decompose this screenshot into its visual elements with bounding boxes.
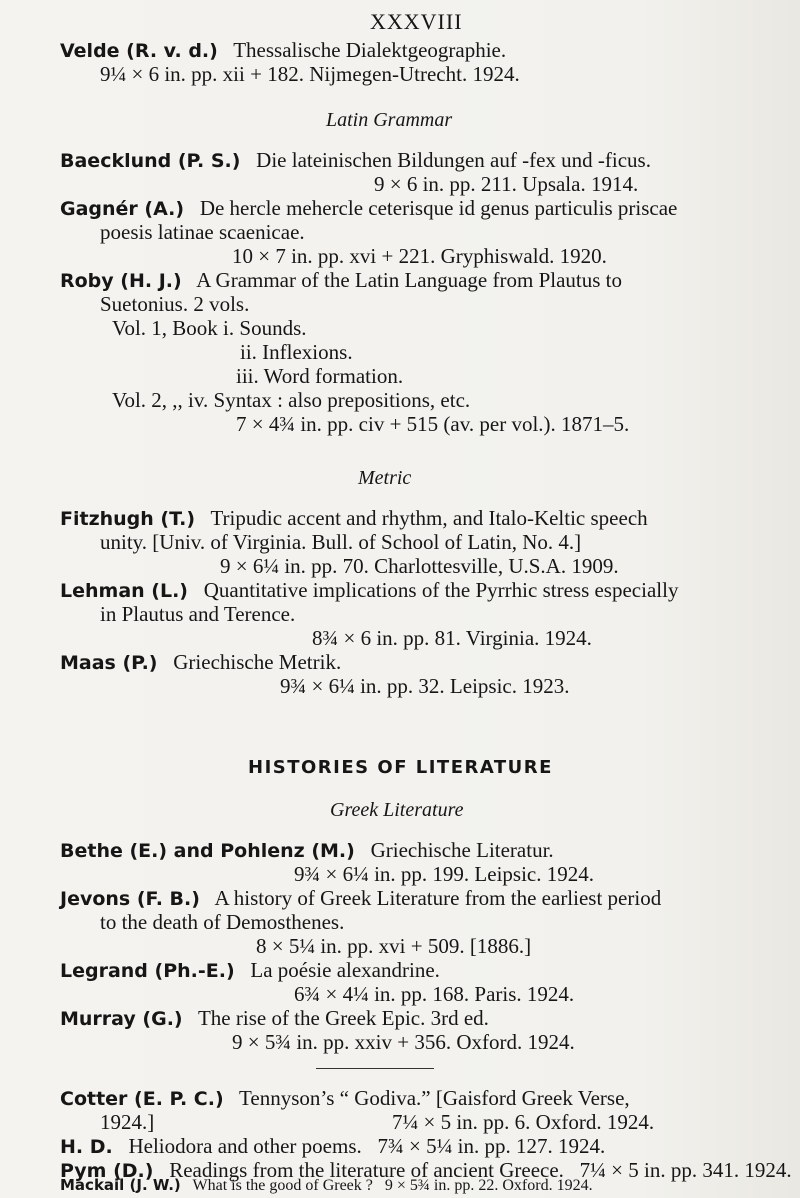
entry-details: 9¼ × 6 in. pp. xii + 182. Nijmegen-Utrecht. 1924.: [100, 62, 520, 86]
entry-title: De hercle mehercle ceterisque id genus particulis priscae: [199, 196, 678, 220]
entry-fitzhugh: [60, 506, 648, 531]
entry-title: Tennyson’s “ Godiva.” [Gaisford Greek Verse,: [239, 1086, 630, 1110]
entry-author: Murray (G.): [60, 1008, 183, 1030]
entry-title: Readings from the literature of ancient Greece.: [169, 1158, 564, 1182]
entry-title: Griechische Metrik.: [173, 650, 342, 674]
entry-details: 7¼ × 5 in. pp. 341. 1924.: [579, 1158, 792, 1182]
entry-cotter: [60, 1086, 630, 1111]
entry-author: Gagnér (A.): [60, 198, 185, 220]
entry-volume-line: Vol. 1, Book i. Sounds.: [112, 316, 307, 340]
entry-title-continued: to the death of Demosthenes.: [100, 910, 345, 934]
entry-details: 7 × 4¾ in. pp. civ + 515 (av. per vol.). 1871–5.: [236, 412, 630, 436]
entry-title: Griechische Literatur.: [370, 838, 554, 862]
entry-volume-line: ii. Inflexions.: [240, 340, 353, 364]
entry-details: 8¾ × 6 in. pp. 81. Virginia. 1924.: [312, 626, 592, 650]
entry-author: Mackail (J. W.): [60, 1176, 181, 1194]
entry-author: Cotter (E. P. C.): [60, 1088, 224, 1110]
entry-hd: [60, 1134, 605, 1159]
entry-details: 10 × 7 in. pp. xvi + 221. Gryphiswald. 1920.: [232, 244, 607, 268]
entry-title: A history of Greek Literature from the earliest period: [214, 886, 662, 910]
entry-baecklund: [60, 148, 651, 173]
entry-title: What is the good of Greek ?: [192, 1177, 373, 1194]
entry-volume-line: iii. Word formation.: [236, 364, 404, 388]
entry-details: 9 × 6¼ in. pp. 70. Charlottesville, U.S.A. 1909.: [220, 554, 619, 578]
entry-title-continued: unity. [Univ. of Virginia. Bull. of School of Latin, No. 4.]: [100, 530, 582, 554]
entry-author: Fitzhugh (T.): [60, 508, 196, 530]
entry-author: Jevons (F. B.): [60, 888, 200, 910]
entry-author: Bethe (E.) and Pohlenz (M.): [60, 840, 355, 862]
entry-details: 7¼ × 5 in. pp. 6. Oxford. 1924.: [392, 1110, 655, 1134]
page-number: XXXVIII: [370, 9, 463, 34]
entry-author: Baecklund (P. S.): [60, 150, 241, 172]
entry-title: A Grammar of the Latin Language from Plautus to: [196, 268, 623, 292]
entry-details: 6¾ × 4¼ in. pp. 168. Paris. 1924.: [294, 982, 575, 1006]
section-subheading-latin-grammar: Latin Grammar: [326, 109, 453, 131]
entry-title: Quantitative implications of the Pyrrhic stress especially: [203, 578, 679, 602]
entry-author: Pym (D.): [60, 1160, 154, 1182]
entry-author: Roby (H. J.): [60, 270, 182, 292]
entry-author: Lehman (L.): [60, 580, 188, 602]
entry-author: Legrand (Ph.-E.): [60, 960, 235, 982]
entry-details: 7¾ × 5¼ in. pp. 127. 1924.: [377, 1134, 606, 1158]
entry-title-continued: poesis latinae scaenicae.: [100, 220, 305, 244]
entry-title: Tripudic accent and rhythm, and Italo-Keltic speech: [210, 506, 648, 530]
entry-author: H. D.: [60, 1136, 113, 1158]
section-heading-histories: HISTORIES OF LITERATURE: [248, 757, 553, 778]
entry-title: The rise of the Greek Epic. 3rd ed.: [197, 1006, 489, 1030]
entry-volume-line: Vol. 2, ,, iv. Syntax : also prepositions, etc.: [112, 388, 471, 412]
entry-murray: [60, 1006, 489, 1031]
entry-title: Die lateinischen Bildungen auf -fex und -ficus.: [256, 148, 651, 172]
entry-title-continued: in Plautus and Terence.: [100, 602, 296, 626]
entry-roby: [60, 268, 622, 293]
entry-details: 9¾ × 6¼ in. pp. 199. Leipsic. 1924.: [294, 862, 594, 886]
section-subheading-greek-literature: Greek Literature: [330, 799, 464, 821]
entry-bethe: [60, 838, 554, 863]
entry-velde: [60, 38, 506, 63]
entry-title: La poésie alexandrine.: [250, 958, 440, 982]
entry-title-continued: 1924.]: [100, 1110, 155, 1134]
section-subheading-metric: Metric: [358, 467, 412, 489]
entry-title: Heliodora and other poems.: [128, 1134, 362, 1158]
entry-cotter-line2: [100, 1110, 154, 1134]
entry-author: Velde (R. v. d.): [60, 40, 218, 62]
entry-gagner: [60, 196, 677, 221]
section-divider: [316, 1068, 434, 1069]
entry-legrand: [60, 958, 440, 983]
entry-details: 9¾ × 6¼ in. pp. 32. Leipsic. 1923.: [280, 674, 570, 698]
entry-details: 9 × 6 in. pp. 211. Upsala. 1914.: [374, 172, 639, 196]
entry-details: 9 × 5¾ in. pp. xxiv + 356. Oxford. 1924.: [232, 1030, 575, 1054]
entry-lehman: [60, 578, 678, 603]
entry-details: 8 × 5¼ in. pp. xvi + 509. [1886.]: [256, 934, 532, 958]
entry-maas: [60, 650, 341, 675]
entry-title: Thessalische Dialektgeographie.: [233, 38, 507, 62]
entry-details: 9 × 5¾ in. pp. 22. Oxford. 1924.: [384, 1177, 593, 1194]
entry-jevons: [60, 886, 661, 911]
entry-author: Maas (P.): [60, 652, 158, 674]
entry-title-continued: Suetonius. 2 vols.: [100, 292, 250, 316]
entry-mackail: [60, 1176, 593, 1195]
